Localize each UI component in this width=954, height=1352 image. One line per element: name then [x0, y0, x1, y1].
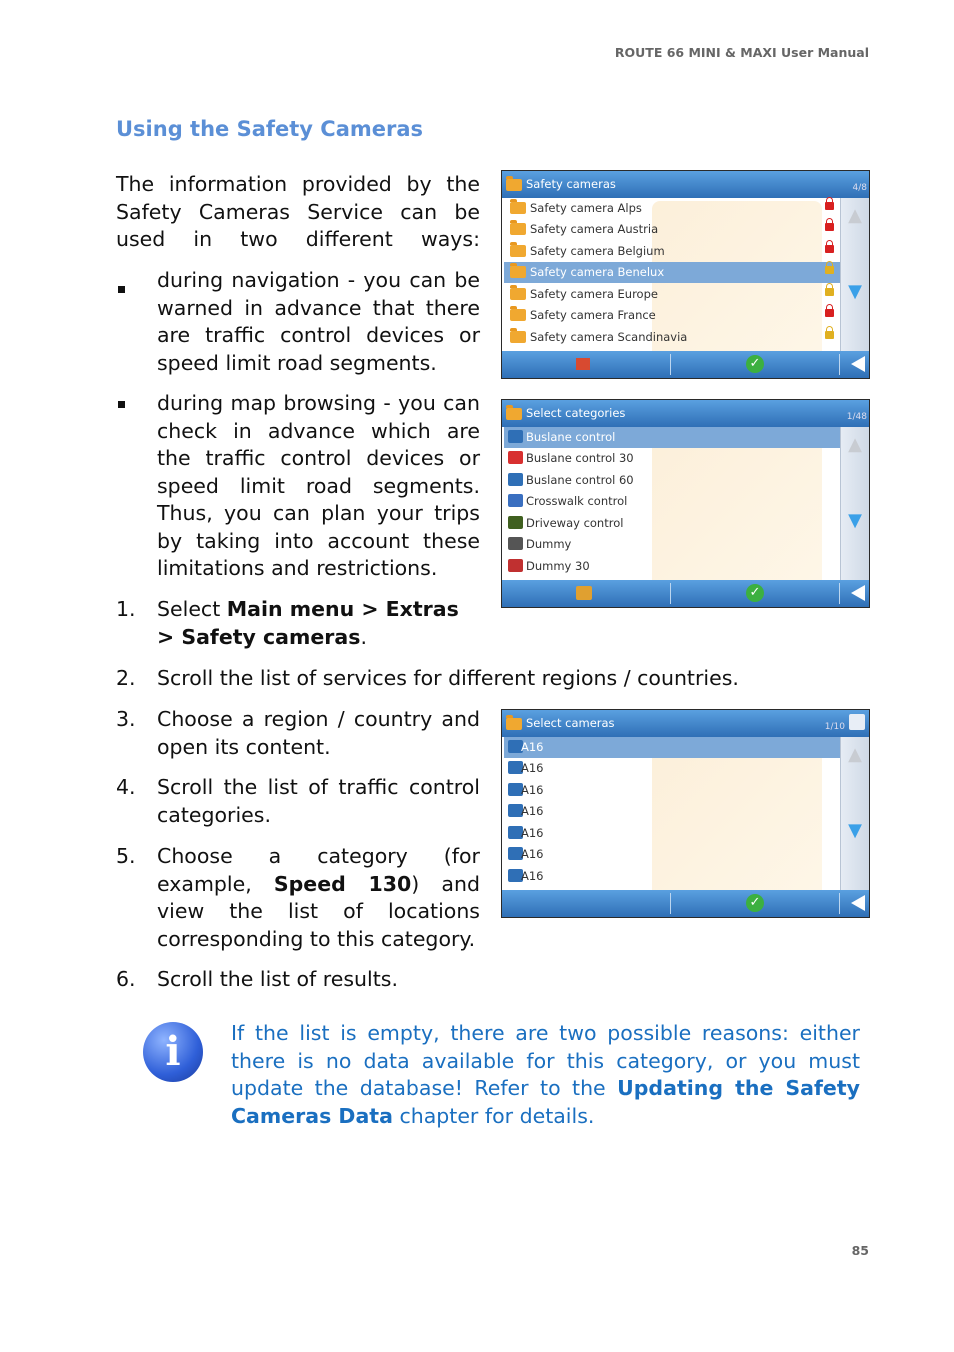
bullet-item: during map browsing - you can check in advance which are the traffic control devices or speed limit road segments. Thus, you can plan your trips by taking into account these limitations and restrictions.	[157, 391, 480, 580]
speed-sign-icon	[508, 451, 523, 464]
lock-icon	[825, 331, 834, 339]
lock-icon	[825, 245, 834, 253]
list-item[interactable]: A16	[504, 780, 840, 801]
scroll-up-icon[interactable]: ▲	[848, 744, 862, 765]
folder-icon	[510, 288, 526, 300]
info-icon: i	[143, 1022, 203, 1082]
folder-icon	[510, 202, 526, 214]
step-number: 2.	[116, 666, 136, 690]
scroll-up-icon[interactable]: ▲	[848, 205, 862, 226]
intro-paragraph: The information provided by the Safety Cameras Service can be used in two different ways:	[116, 172, 480, 251]
step-text: Select Main menu > Extras > Safety cameras.	[157, 597, 459, 649]
lock-icon	[825, 309, 834, 317]
screenshot-safety-cameras	[501, 170, 870, 379]
map-grid-icon[interactable]	[576, 358, 590, 370]
step-number: 3.	[116, 707, 136, 731]
screen-title-bar: Select cameras 1/10	[502, 710, 869, 737]
bullet-marker	[118, 401, 125, 408]
note-text: If the list is empty, there are two possible reasons: either there is no data available for this category, or you must update the database! Refer to the Updating the Safety Cameras Data chapter for details.	[231, 1021, 861, 1128]
screen-bottom-bar	[502, 351, 869, 378]
folder-icon	[510, 309, 526, 321]
step-text: Scroll the list of traffic control categories.	[157, 775, 480, 827]
confirm-check-icon[interactable]: ✓	[746, 355, 764, 373]
confirm-check-icon[interactable]: ✓	[746, 894, 764, 912]
list-item[interactable]: Dummy	[504, 534, 840, 555]
list-item[interactable]: Safety camera France	[504, 305, 840, 326]
speed-sign-icon	[508, 559, 523, 572]
folder-icon	[506, 408, 522, 420]
list-item[interactable]: A16	[504, 758, 840, 779]
list-item[interactable]: Safety camera Belgium	[504, 241, 840, 262]
confirm-check-icon[interactable]: ✓	[746, 584, 764, 602]
traffic-light-icon	[508, 516, 523, 529]
lock-icon	[825, 202, 834, 210]
list-item[interactable]: Safety camera Europe	[504, 284, 840, 305]
scroll-down-icon[interactable]: ▼	[848, 281, 862, 302]
list-item[interactable]: Dummy 30	[504, 556, 840, 577]
screen-title-bar: Select categories 1/48	[502, 400, 869, 427]
bullet-item: during navigation - you can be warned in advance that there are traffic control devices or speed limit road segments.	[157, 268, 480, 375]
list-item[interactable]: A16	[504, 737, 840, 758]
step-text: Choose a region / country and open its content.	[157, 707, 480, 759]
lock-icon	[825, 266, 834, 274]
screen-title-bar: Safety cameras 4/8	[502, 171, 869, 198]
camera-settings-icon[interactable]	[576, 586, 592, 600]
bullet-marker	[118, 286, 125, 293]
lock-icon	[825, 223, 834, 231]
step-number: 6.	[116, 967, 136, 991]
scroll-down-icon[interactable]: ▼	[848, 510, 862, 531]
scroll-down-icon[interactable]: ▼	[848, 820, 862, 841]
dummy-icon	[508, 537, 523, 550]
list-item[interactable]: Buslane control 60	[504, 470, 840, 491]
list-item[interactable]: A16	[504, 866, 840, 887]
buslane-icon	[508, 430, 523, 443]
list-item[interactable]: Safety camera Alps	[504, 198, 840, 219]
screenshot-select-cameras	[501, 709, 870, 918]
list-item[interactable]: A16	[504, 801, 840, 822]
crosswalk-icon	[508, 494, 523, 507]
list-item[interactable]: Driveway control	[504, 513, 840, 534]
scrollbar[interactable]	[840, 737, 869, 890]
lock-icon	[825, 288, 834, 296]
step-number: 1.	[116, 597, 136, 621]
folder-icon	[510, 331, 526, 343]
folder-icon	[510, 266, 526, 278]
screen-bottom-bar	[502, 890, 869, 917]
step-text: Choose a category (for example, Speed 130) and view the list of locations corresponding to this category.	[157, 844, 480, 951]
list-options-icon[interactable]	[849, 714, 865, 730]
list-item[interactable]: Safety camera Scandinavia	[504, 327, 840, 348]
scrollbar[interactable]	[840, 198, 869, 351]
scroll-up-icon[interactable]: ▲	[848, 434, 862, 455]
folder-icon	[506, 718, 522, 730]
running-header: ROUTE 66 MINI & MAXI User Manual	[614, 45, 869, 60]
screenshot-select-categories	[501, 399, 870, 608]
list-item[interactable]: Safety camera Austria	[504, 219, 840, 240]
folder-icon	[510, 245, 526, 257]
step-number: 5.	[116, 844, 136, 868]
back-arrow-icon[interactable]	[851, 895, 865, 911]
list-item[interactable]: Crosswalk control	[504, 491, 840, 512]
page-number: 85	[851, 1243, 869, 1258]
list-item[interactable]: Buslane control	[504, 427, 840, 448]
back-arrow-icon[interactable]	[851, 356, 865, 372]
list-item[interactable]: Safety camera Benelux	[504, 262, 840, 283]
list-item[interactable]: A16	[504, 823, 840, 844]
step-number: 4.	[116, 775, 136, 799]
back-arrow-icon[interactable]	[851, 585, 865, 601]
folder-icon	[506, 179, 522, 191]
step-text: Scroll the list of services for different regions / countries.	[157, 666, 739, 690]
list-item[interactable]: A16	[504, 844, 840, 865]
screen-bottom-bar	[502, 580, 869, 607]
step-text: Scroll the list of results.	[157, 967, 398, 991]
list-item[interactable]: Buslane control 30	[504, 448, 840, 469]
speed-sign-icon	[508, 473, 523, 486]
scrollbar[interactable]	[840, 427, 869, 580]
section-title: Using the Safety Cameras	[116, 117, 424, 141]
folder-icon	[510, 223, 526, 235]
